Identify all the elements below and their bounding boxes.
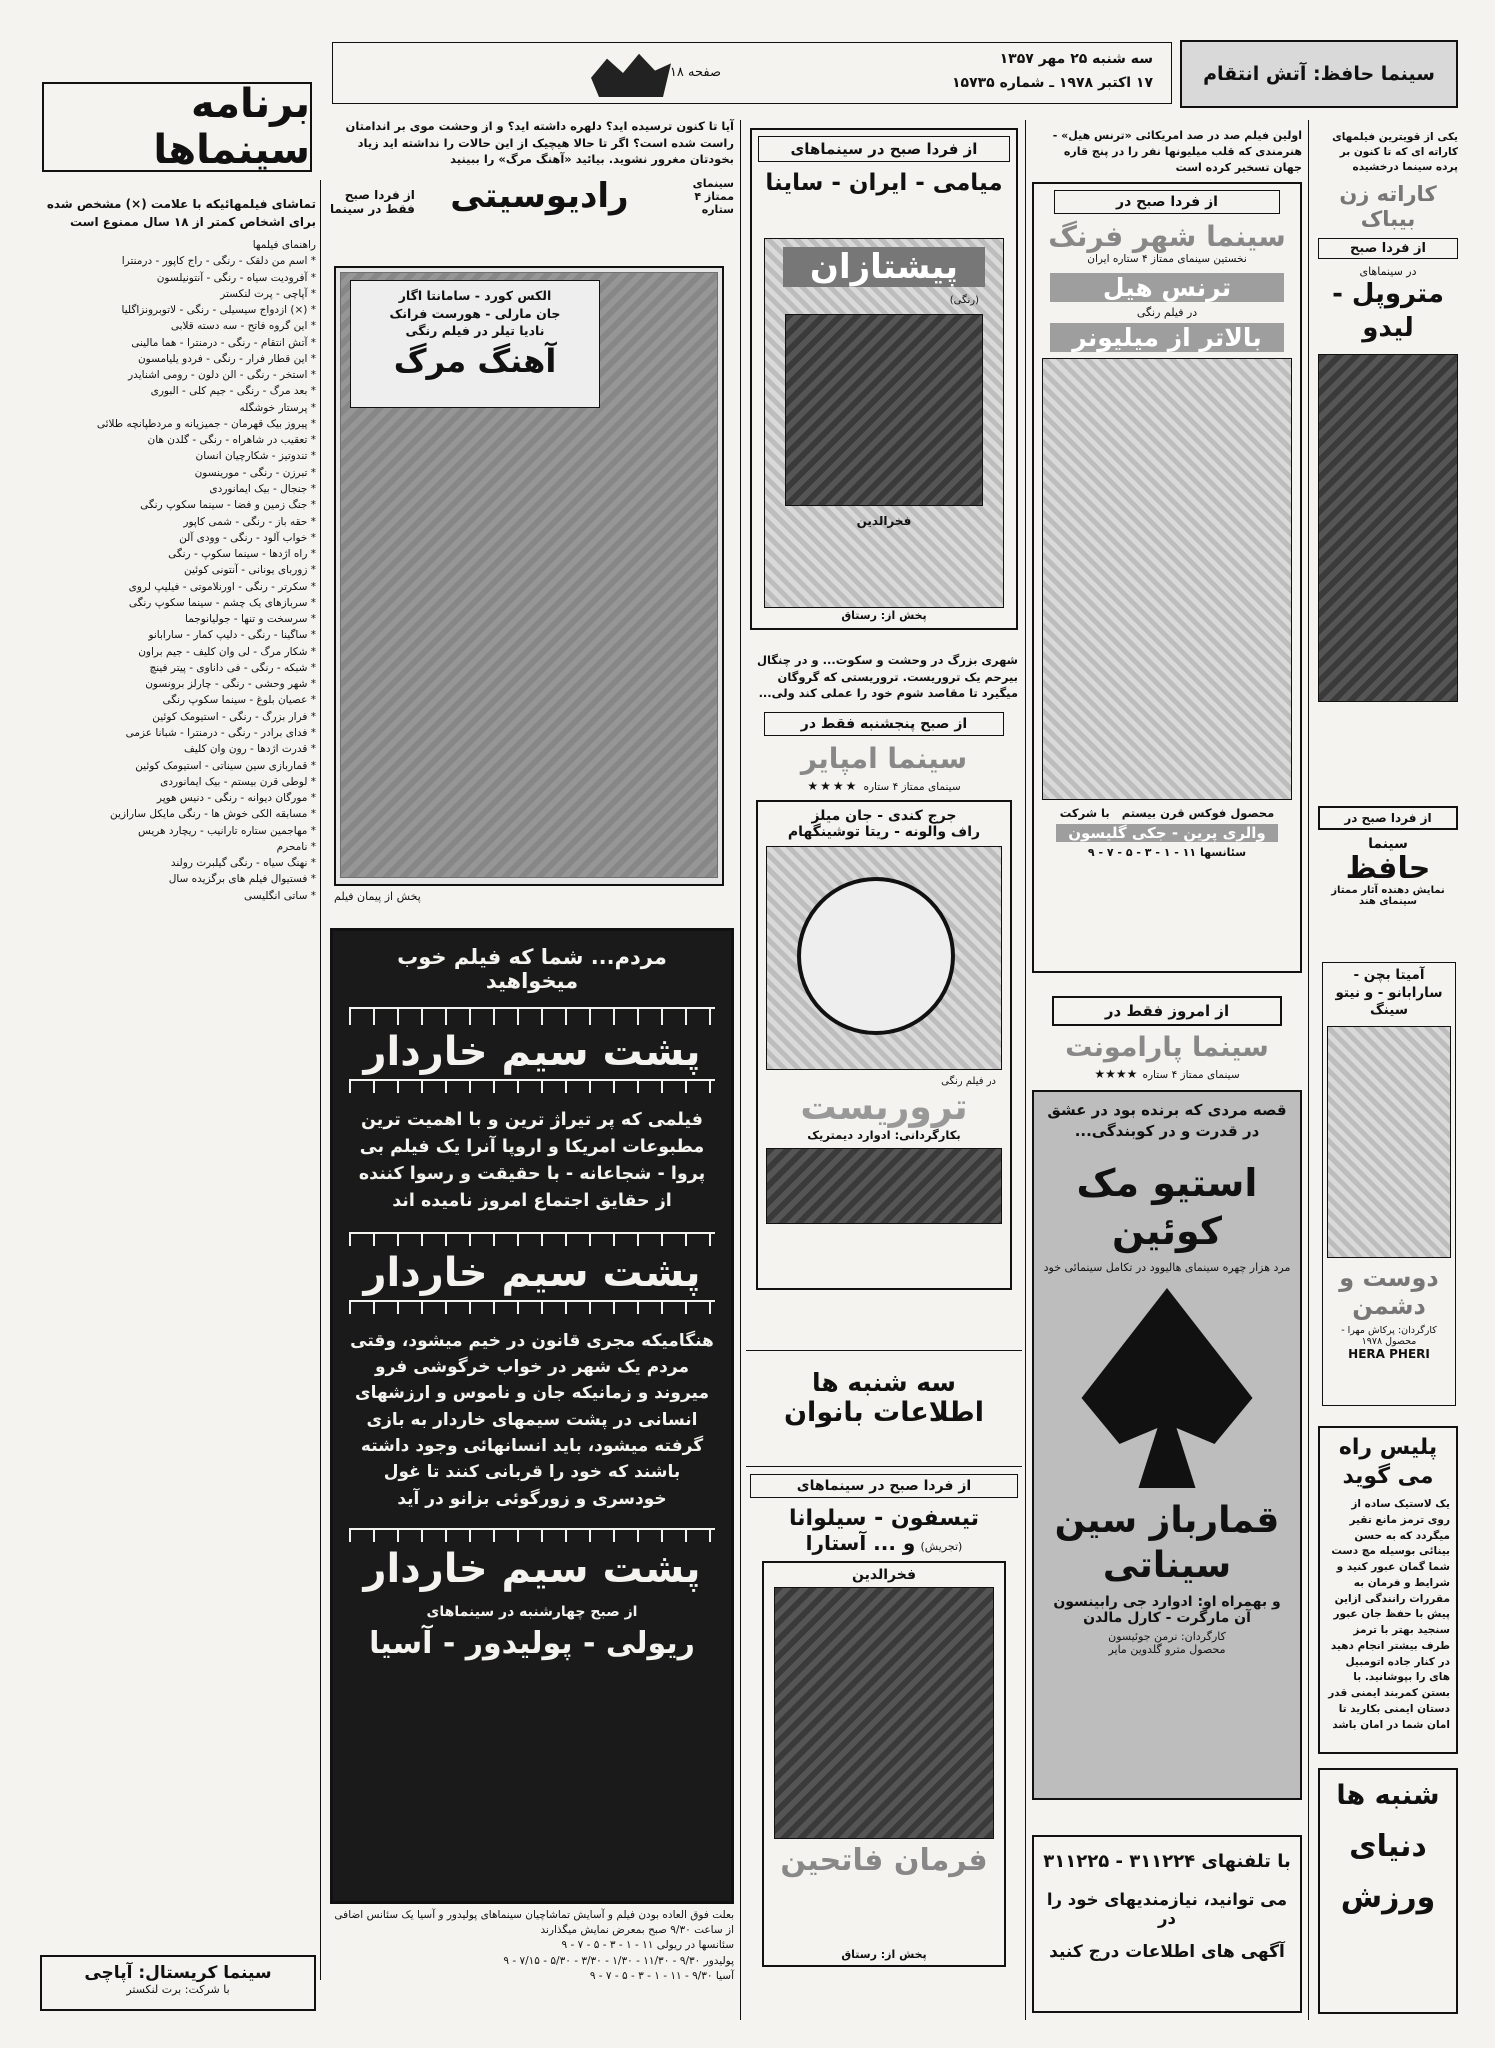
column-rule	[320, 180, 321, 1980]
issue-header	[332, 42, 1172, 104]
cincinnati-tagline: قصه مردی که برنده بود در عشق در قدرت و در کوبندگی...	[1047, 1101, 1287, 1140]
film-listings: راهنمای فیلمها * اسم من دلقک - رنگی - راج کاپور - درمنترا * آفرودیت سیاه - رنگی - آنتونیلسون * آپاچی - پرت لنکستر * (×) ازدواج سیسیلی - رنگی - لاتوبرونزاگلیا * این گروه فاتح - سه دسته قلابی * آتش انتقام - رنگی - درمنترا - هما مالینی * این قطار فرار - رنگی - فردو یلیامسون * استخر - رنگی - الن دلون - رومی اشنایدر * بعد مرگ - رنگی - جیم کلی - البوری * پرستار خوشگله * پیروز بیک قهرمان - جمیزیانه و مردطپانچه طلائی * تعقیب در شاهراه - رنگی - گلدن هان * تندوتیز - شکارچیان انسان * تبرزن - رنگی - مورینسون * جنجال - بیک ایمانوردی * جنگ زمین و فضا - سینما سکوپ رنگی * حقه باز - رنگی - شمی کاپور * خواب آلود - رنگی - وودی آلن * راه اژدها - سینما سکوپ - رنگی * زوربای یونانی - آنتونی کوئین * سکرتر - رنگی - اورنلاموتی - فیلیپ لروی * سربازهای یک چشم - سینما سکوپ رنگی * سرسخت و تنها - جولیانوجما * ساگینا - رنگی - دلیپ کمار - سارابانو * شکار مرگ - لی وان کلیف - جیم براون * شبکه - رنگی - فی داناوی - پیتر فینچ * شهر وحشی - رنگی - چارلز برونسون * عصیان بلوغ - سینما سکوپ رنگی * فرار بزرگ - رنگی - استیومک کوئین * فدای برادر - رنگی - درمنترا - شبانا عزمی * قدرت اژدها - رون وان کلیف * قماربازی سین سیناتی - استیومک کوئین * لوطی قرن بیستم - بیک ایمانوردی * مورگان دیوانه - رنگی - دنیس هوپر * مسابقه الکی خوش ها - رنگی مایکل سارازین * مهاجمین ستاره تارانیب - ریچارد هریس * نامحرم * نهنگ سیاه - رنگی گیلبرت رولند * فستیوال فیلم های برگزیده سال * ساتی انگلیسی	[96, 239, 316, 902]
cincinnati-from: از امروز فقط در	[1052, 996, 1282, 1026]
hera-title: دوست و دشمن	[1339, 1263, 1439, 1321]
terrorist-director: بکارگردانی: ادوارد دیمتریک	[807, 1128, 961, 1143]
hera-latin: HERA PHERI	[1348, 1347, 1430, 1362]
barbed-wire-icon	[349, 1232, 715, 1246]
terrorist-cast: جرج کندی - جان میلز راف والونه - ریتا توشینگهام	[787, 808, 981, 841]
terrorist-stars: ★★★★	[807, 779, 859, 794]
hafez-desc: نمایش دهنده آثار ممتاز سینمای هند	[1331, 885, 1445, 907]
hera-cast: آمیتا بچن - سارابانو - و نیتو سینگ	[1335, 967, 1443, 1019]
clock-icon	[797, 877, 955, 1035]
barbed-shows: سئانسها در ریولی ۱۱ - ۱ - ۳ - ۵ - ۷ - ۹ پولیدور ۹/۳۰ - ۱۱/۳۰ - ۱/۳۰ - ۳/۳۰ - ۵/۳۰ - ۷/۱۵ - ۹ آسیا ۹/۳۰ - ۱۱ - ۱ - ۳ - ۵ - ۷ - ۹	[503, 1939, 734, 1982]
barbed-note: بعلت فوق العاده بودن فیلم و آسایش تماشاچیان سینماهای پولیدور و آسیا یک سئانس اضافی از ساعت ۹/۳۰ صبح بمعرض نمایش میگذارند	[334, 1909, 734, 1937]
column-rule	[740, 120, 741, 2020]
terrorist-title: تروریست	[800, 1087, 968, 1129]
phone-ad	[1032, 1835, 1302, 2013]
fatehin-star: فخرالدین	[852, 1567, 916, 1583]
barbed-wire-ad	[330, 928, 734, 1904]
barbed-opening: از صبح چهارشنبه در سینماهای	[426, 1603, 638, 1620]
phone-line-3: آگهی های اطلاعات درج کنید	[1049, 1942, 1285, 1962]
cincinnati-costars: آن مارگرت - کارل مالدن	[1083, 1610, 1251, 1626]
barbed-cinemas: ریولی - پولیدور - آسیا	[369, 1625, 695, 1661]
terence-shows: سئانسها ۱۱ - ۱ - ۳ - ۵ - ۷ - ۹	[1087, 845, 1247, 859]
pishtazan-distributor: پخش از: رستاق	[841, 609, 927, 622]
pishtazan-image	[785, 314, 983, 506]
hafez-from: از فردا صبح در	[1318, 806, 1458, 830]
terrorist-blurb: شهری بزرگ در وحشت و سکوت... و در چنگال بیرحم یک تروریست. تروریستی که گروگان میگیرد تا مقاصد شوم خود را عملی کند ولی...	[757, 653, 1018, 701]
weekly-line-1: شنبه ها	[1336, 1780, 1440, 1811]
barbed-title-3: پشت سیم خاردار	[363, 1545, 701, 1592]
radiocity-blurb: آیا تا کنون ترسیده اید؟ دلهره داشته اید؟ و از وحشت موی بر اندامتان راست شده است؟ اگر تا حالا هیچیک از این حالات را نداشته اید زیاد بخودتان مغرور نشوید. بیائید «آهنگ مرگ» را ببینید	[345, 119, 734, 167]
terrorist-cast-photos	[766, 1148, 1002, 1224]
cincinnati-cinema: سینما پارامونت	[1065, 1032, 1269, 1063]
cincinnati-with: و بهمراه او: ادوارد جی رابینسون	[1053, 1594, 1281, 1610]
terence-image	[1042, 358, 1292, 800]
radiocity-only: فقط در سینما	[330, 202, 415, 217]
cincinnati-star-desc: مرد هزار چهره سینمای هالیوود در تکامل سینمائی خود	[1043, 1261, 1291, 1274]
karate-ad	[1318, 130, 1458, 800]
karate-in-cinemas: در سینماهای	[1359, 265, 1417, 279]
pishtazan-title: پیشتازان	[783, 247, 985, 287]
terence-ad	[1032, 128, 1302, 976]
terence-title: بالاتر از میلیونر	[1050, 323, 1284, 352]
terence-producer: محصول فوکس قرن بیستم	[1121, 805, 1275, 820]
barbed-wire-icon	[349, 1007, 715, 1025]
date-line-1: سه شنبه ۲۵ مهر ۱۳۵۷	[999, 51, 1153, 67]
page-number: صفحه ۱۸	[669, 65, 721, 80]
terrorist-ad	[750, 652, 1018, 1352]
police-text: یک لاستیک ساده از روی ترمز مانع تقیر میگردد که به حسن بینائی بوسیله مچ دست شما گمان عبور کنید و شرایط و فرمان به مقررات رانندگی ازاین پیش با حفظ جان عبور سنجید بهتر با ترمز طرف بیشتر انجام دهید در کنار جاده اتومبیل های را بپوشانید. با بستن کمربند ایمنی قدر دستان ایمنی بکارید تا امان شما در امان باشد	[1328, 1498, 1450, 1731]
fatehin-tajrish: (تجریش)	[920, 1540, 963, 1553]
section-rule	[746, 1466, 1022, 1467]
radiocity-grade: سینمای ممتاز ۴ ستاره	[692, 177, 734, 217]
radiocity-from: از فردا صبح	[344, 188, 415, 203]
pishtazan-color: (رنگی)	[949, 295, 979, 306]
terence-blurb: اولین فیلم صد در صد امریکائی «ترنس هیل» - هنرمندی که قلب میلیونها نفر را در پنج قاره جهان تسخیر کرده است	[1052, 129, 1302, 174]
terence-with: با شرکت	[1059, 805, 1110, 820]
weekly-sports-box	[1318, 1768, 1458, 2014]
listings-column	[40, 195, 316, 1940]
barbed-title-1: پشت سیم خاردار	[363, 1029, 701, 1075]
pishtazan-from: از فردا صبح در سینماهای	[758, 136, 1010, 162]
column-rule	[1308, 120, 1309, 2020]
crystal-title: سینما کریستال: آپاچی	[84, 1963, 272, 1983]
hera-credit: کارگردان: پرکاش مهرا - محصول ۱۹۷۸	[1341, 1325, 1437, 1348]
barbed-text-2: هنگامیکه مجری قانون در خیم میشود، وقتی مردم یک شهر در خواب خرگوشی فرو میروند و زمانیکه جان و ناموس و ارزشهای انسانی در پشت سیمهای خاردار به بازی گرفته میشود، باید انسانهائی وجود داشته باشند که خود را قربانی کنند تا غول خودسری و زورگوئی بزانو در آید	[350, 1330, 714, 1509]
barbed-title-2: پشت سیم خاردار	[363, 1249, 701, 1296]
terrorist-poster	[756, 800, 1012, 1290]
barbed-footnote	[330, 1908, 734, 2008]
terrorist-grade: سینمای ممتاز ۴ ستاره	[863, 781, 961, 794]
weekly-line-2: دنیای	[1349, 1829, 1427, 1864]
pishtazan-cinemas: میامی - ایران - ساینا	[765, 170, 1003, 196]
cincinnati-poster	[1032, 1090, 1302, 1800]
terrorist-in-color: در فیلم رنگی	[941, 1076, 996, 1088]
phone-line-2: می توانید، نیازمندیهای خود را در	[1046, 1890, 1288, 1928]
terence-star: ترنس هیل	[1050, 273, 1284, 302]
karate-cinemas: متروپل - لیدو	[1332, 279, 1444, 343]
pishtazan-ad	[750, 128, 1018, 630]
terence-grade: نخستین سینمای ممتاز ۴ ستاره ایران	[1087, 252, 1247, 265]
terrorist-image	[766, 846, 1002, 1070]
cincinnati-star: استیو مک کوئین	[1076, 1161, 1258, 1253]
radiocity-distributor: پخش از پیمان فیلم	[334, 890, 421, 903]
weekly-line-3: ورزش	[1340, 1880, 1436, 1915]
crystal-sub: با شرکت: برت لنکستر	[126, 1983, 230, 1996]
cincinnati-director: کارگردان: نرمن جوئیسون	[1108, 1630, 1226, 1643]
pishtazan-poster	[764, 238, 1004, 608]
women-line-2: اطلاعات بانوان	[784, 1397, 984, 1428]
hafez-label: سینما	[1368, 836, 1408, 852]
karate-image	[1318, 354, 1458, 702]
pishtazan-star: فخرالدین	[856, 514, 912, 528]
column-rule	[1025, 120, 1026, 2020]
terence-from: از فردا صبح در	[1054, 190, 1280, 214]
women-box	[750, 1360, 1018, 1460]
hafez-name: حافظ	[1345, 851, 1431, 886]
crystal-cinema-box	[40, 1955, 316, 2011]
women-line-1: سه شنبه ها	[811, 1368, 957, 1397]
spade-icon	[1072, 1288, 1262, 1488]
radiocity-poster	[334, 266, 724, 886]
fatehin-image	[774, 1587, 994, 1839]
age-notice: تماشای فیلمهائیکه با علامت (×) مشخص شده برای اشخاص کمتر از ۱۸ سال ممنوع است	[46, 197, 316, 229]
masthead-title: برنامه سینماها	[153, 81, 310, 173]
police-title: پلیس راه می گوید	[1338, 1435, 1438, 1489]
police-box	[1318, 1426, 1458, 1754]
fatehin-from: از فردا صبح در سینماهای	[750, 1474, 1018, 1498]
terence-in-color: در فیلم رنگی	[1136, 305, 1198, 319]
radiocity-cast: الکس کورد - سامانتا اگار جان مارلی - هورست فرانک نادیا تیلر در فیلم رنگی	[389, 288, 561, 338]
barbed-wire-icon	[349, 1300, 715, 1314]
cincinnati-ad	[1032, 996, 1302, 1816]
barbed-wire-icon	[349, 1079, 715, 1093]
fatehin-poster	[762, 1561, 1006, 1967]
phone-numbers: با تلفنهای ۳۱۱۲۲۴ - ۳۱۱۲۲۵	[1043, 1851, 1291, 1872]
section-rule	[746, 1350, 1022, 1351]
cincinnati-title: قمارباز سین سیناتی	[1054, 1500, 1280, 1586]
fatehin-ad	[750, 1474, 1018, 2014]
fatehin-cinemas-2: و ... آستارا	[805, 1531, 916, 1555]
date-line-2: ۱۷ اکتبر ۱۹۷۸ ـ شماره ۱۵۷۳۵	[952, 75, 1153, 91]
fatehin-cinemas: تیسفون - سیلوانا	[789, 1506, 979, 1531]
barbed-headline: مردم... شما که فیلم خوب میخواهید	[397, 945, 667, 993]
karate-from: از فردا صبح	[1318, 238, 1458, 259]
hafez-ad	[1318, 806, 1458, 952]
hera-pheri-ad	[1322, 962, 1456, 1406]
terrorist-from: از صبح پنجشنبه فقط در	[764, 712, 1004, 736]
poster-title-panel	[350, 280, 600, 408]
barbed-wire-icon	[349, 1528, 715, 1542]
fatehin-title: فرمان فاتحین	[780, 1843, 988, 1878]
karate-blurb: یکی از قویترین فیلمهای کاراته ای که تا کنون بر پرده سینما درخشیده	[1332, 131, 1458, 174]
barbed-text-1: فیلمی که پر تیراژ ترین و با اهمیت ترین مطبوعات امریکا و اروپا آنرا یک فیلم بی پروا - شجاعانه - با حقیقت و رسوا کننده از حقایق اجتماع امروز نامیده اند	[358, 1110, 706, 1212]
cincinnati-grade: سینمای ممتاز ۴ ستاره	[1142, 1069, 1240, 1081]
cincinnati-producer: محصول مترو گلدوین مایر	[1108, 1643, 1226, 1656]
terence-costars: والری پرین - جکی گلیسون	[1056, 824, 1278, 842]
radiocity-film-title: آهنگ مرگ	[393, 341, 557, 380]
masthead-box	[42, 82, 312, 172]
radiocity-cinema: رادیوسیتی	[450, 176, 629, 217]
terrorist-cinema: سینما امپایر	[800, 742, 968, 776]
top-right-box	[1180, 40, 1458, 108]
fatehin-distributor: پخش از: رستاق	[841, 1948, 927, 1961]
terence-panel	[1032, 182, 1302, 973]
newspaper-logo-icon	[591, 49, 671, 97]
karate-title: کاراته زن بیباک	[1339, 181, 1437, 231]
hera-image	[1327, 1026, 1451, 1258]
cincinnati-stars: ★★★★	[1094, 1067, 1138, 1081]
terence-cinema: سینما شهر فرنگ	[1048, 219, 1286, 253]
top-right-box-text: سینما حافظ: آتش انتقام	[1203, 63, 1435, 85]
radiocity-ad	[330, 118, 734, 908]
